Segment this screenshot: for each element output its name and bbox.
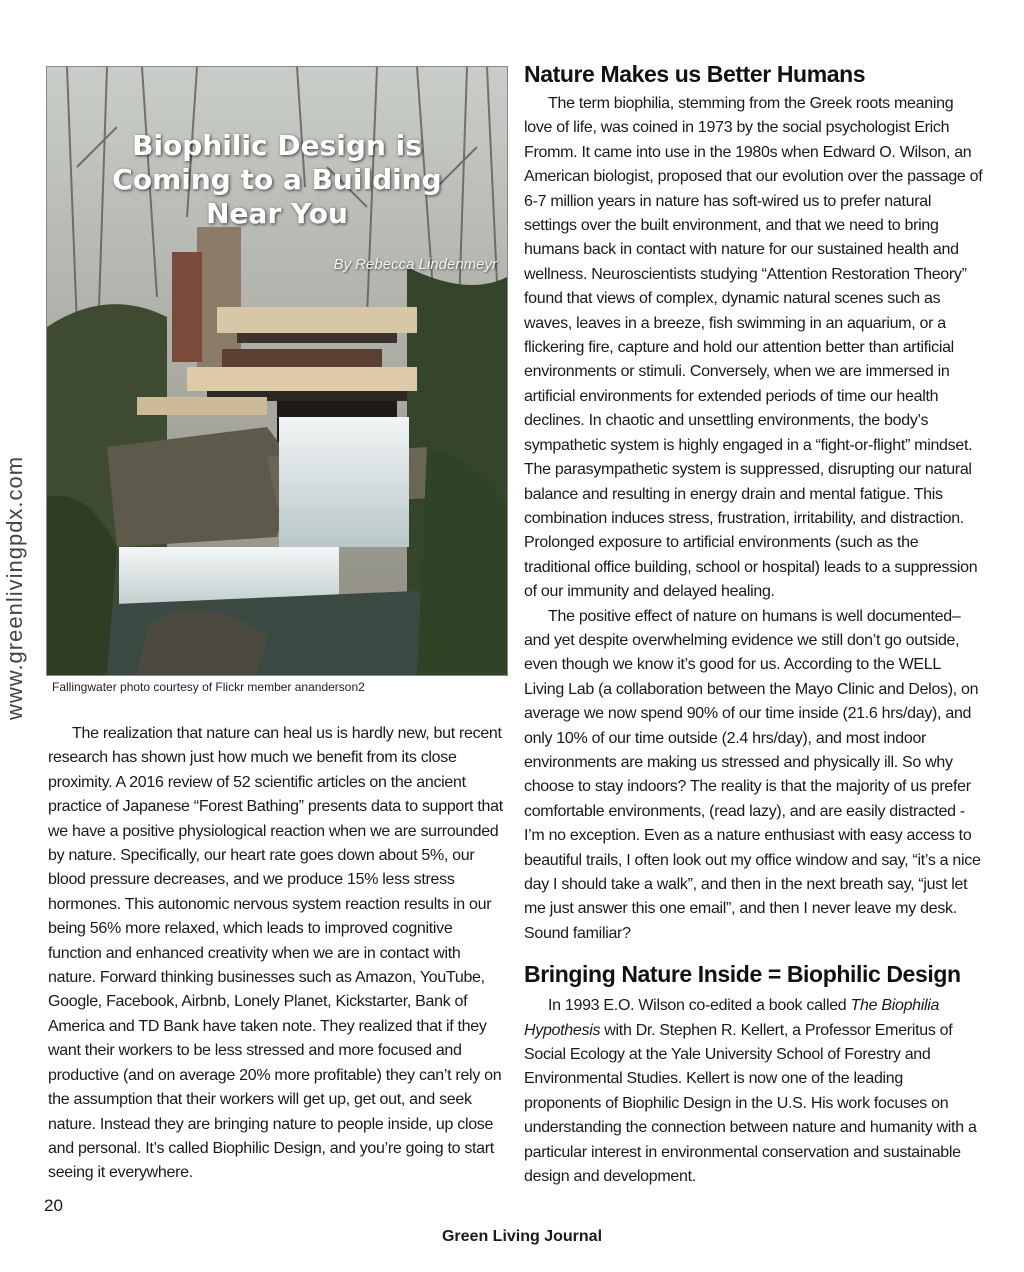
website-url: www.greenlivingpdx.com xyxy=(2,455,27,720)
book-title: The Biophilia Hypothesis xyxy=(524,997,940,1039)
right-column xyxy=(524,58,984,1189)
photo-caption: Fallingwater photo courtesy of Flickr member ananderson2 xyxy=(52,680,365,694)
positive-effect-paragraph: The positive effect of nature on humans is well documented– and yet despite overwhelming evidence we still don’t go outside, even though we know it’s good for us. According to the WELL Living Lab (a collaboration between the Mayo Clinic and Delos), on average we now spend 90% of our time inside (21.6 hrs/day), and only 10% of our time outside (2.4 hrs/day), and most indoor environments are making us stressed and physically ill. So why choose to stay indoors? The reality is that the majority of us prefer comfortable environments, (read lazy), and are easily distracted - I’m no exception. Even as a nature enthusiast with easy access to beautiful trails, I often look out my office window and say, “it’s a nice day I should take a walk”, and then in the next breath say, “just let me just answer this one email”, and then I never leave my desk. Sound familiar? xyxy=(524,607,981,942)
wilson-paragraph xyxy=(524,994,984,1189)
biophilia-paragraph: The term biophilia, stemming from the Greek roots meaning love of life, was coined in 1973 by the social psychologist Erich Fromm. It came into use in the 1980s when Edward O. Wilson, an American biologist, proposed that our evolution over the passage of 6-7 million years in nature has soft-wired us to prefer natural settings over the built environment, and that we need to bring humans back in contact with nature for our sustained health and wellness. Neuroscientists studying “Attention Restoration Theory” found that views of complex, dynamic natural scenes such as waves, leaves in a breeze, fish swimming in an aquarium, or a flickering fire, capture and hold our attention better than artificial environments or stimuli. Conversely, when we are immersed in artificial environments for extended periods of time our health declines. In chaotic and unsettling environments, the body’s sympathetic system is highly engaged in a “fight-or-flight” mindset. The parasympathetic system is suppressed, disrupting our natural balance and resulting in energy drain and mental fatigue. This combination induces stress, frustration, irritability, and distraction. Prolonged exposure to artificial environments (such as the traditional office building, school or hospital) leads to a suppression of our immunity and delayed healing. xyxy=(524,95,983,601)
page-number: 20 xyxy=(44,1196,63,1215)
article-byline: By Rebecca Lindenmeyr xyxy=(333,256,497,273)
section-heading-biophilic-design: Bringing Nature Inside = Biophilic Design xyxy=(524,961,961,988)
wilson-text-end: with Dr. Stephen R. Kellert, a Professor Emeritus of Social Ecology at the Yale University School of Forestry and Environmental Studies. Kellert is now one of the leading proponents of Biophilic Design in the U.S. His work focuses on understanding the connection between nature and humanity with a particular interest in environmental conservation and sustainable design and development. xyxy=(524,1021,977,1186)
publication-name: Green Living Journal xyxy=(441,1228,603,1245)
article-title: Biophilic Design is Coming to a Building Near You xyxy=(112,129,442,230)
intro-paragraph: The realization that nature can heal us is hardly new, but recent research has shown just how much we benefit from its close proximity. A 2016 review of 52 scientific articles on the ancient practice of Japanese “Forest Bathing” presents data to support that we have a positive physiological reaction when we are surrounded by nature. Specifically, our heart rate goes down about 5%, our blood pressure decreases, and we produce 15% less stress hormones. This autonomic nervous system reaction results in our being 56% more relaxed, which leads to improved cognitive function and enhanced creativity when we are in contact with nature. Forward thinking businesses such as Amazon, YouTube, Google, Facebook, Airbnb, Lonely Planet, Kickstarter, Bank of America and TD Bank have taken note. They realized that if they want their workers to be less stressed and more focused and productive (and on average 20% more profitable) they can’t rely on the assumption that their workers will get up, get out, and seek nature. Instead they are bringing nature to people inside, up close and personal. It’s called Biophilic Design, and you’re going to start seeing it everywhere. xyxy=(48,725,503,1182)
wilson-text-start: In 1993 E.O. Wilson co-edited a book called xyxy=(548,997,851,1015)
hero-photo xyxy=(46,66,508,676)
section-heading-nature: Nature Makes us Better Humans xyxy=(524,61,866,87)
left-column xyxy=(48,722,504,1186)
